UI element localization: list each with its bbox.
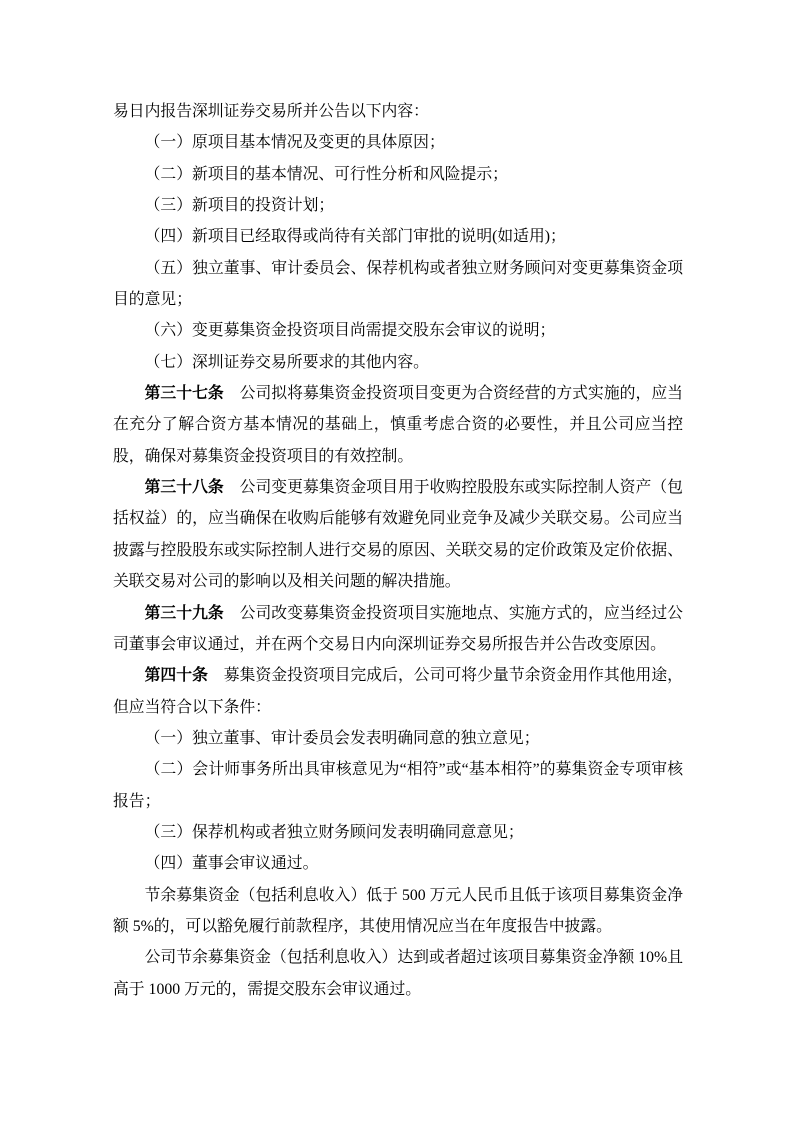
paragraph-text: 公司节余募集资金（包括利息收入）达到或者超过该项目募集资金净额 10%且高于 1000 万元的，需提交股东会审议通过。 [113, 949, 683, 998]
paragraph [113, 848, 683, 879]
paragraph [113, 253, 683, 316]
article-paragraph [113, 598, 683, 661]
paragraph [113, 347, 683, 378]
article-number: 第四十条 [144, 667, 208, 685]
paragraph-text: （二）会计师事务所出具审核意见为“相符”或“基本相符”的募集资金专项审核报告； [113, 761, 683, 810]
paragraph [113, 817, 683, 848]
article-paragraph [113, 378, 683, 472]
paragraph [113, 315, 683, 346]
paragraph-text: （四）董事会审议通过。 [144, 855, 319, 873]
paragraph-text: 节余募集资金（包括利息收入）低于 500 万元人民币且低于该项目募集资金净额 5%的，可以豁免履行前款程序，其使用情况应当在年度报告中披露。 [113, 886, 683, 935]
document-content [113, 96, 683, 1005]
article-number: 第三十九条 [144, 604, 224, 622]
paragraph-text: 公司改变募集资金投资项目实施地点、实施方式的，应当经过公司董事会审议通过，并在两个交易日内向深圳证券交易所报告并公告改变原因。 [113, 604, 683, 653]
paragraph-text: （三）保荐机构或者独立财务顾问发表明确同意意见； [144, 823, 524, 841]
article-number: 第三十七条 [144, 385, 224, 403]
paragraph [113, 221, 683, 252]
paragraph-text: （一）独立董事、审计委员会发表明确同意的独立意见； [144, 729, 540, 747]
paragraph [113, 159, 683, 190]
paragraph-text: 公司变更募集资金项目用于收购控股股东或实际控制人资产（包括权益）的，应当确保在收购后能够有效避免同业竞争及减少关联交易。公司应当披露与控股股东或实际控制人进行交易的原因、关联交易的定价政策及定价依据、关联交易对公司的影响以及相关问题的解决措施。 [113, 479, 683, 591]
paragraph-text: （六）变更募集资金投资项目尚需提交股东会审议的说明； [144, 322, 556, 340]
paragraph-text: 易日内报告深圳证券交易所并公告以下内容： [113, 103, 429, 120]
paragraph [113, 96, 683, 127]
article-paragraph [113, 472, 683, 597]
paragraph-text: （四）新项目已经取得或尚待有关部门审批的说明(如适用)； [144, 228, 566, 246]
article-number: 第三十八条 [144, 479, 224, 497]
paragraph [113, 942, 683, 1005]
article-paragraph [113, 660, 683, 723]
paragraph-text: （三）新项目的投资计划； [144, 197, 335, 215]
paragraph [113, 880, 683, 943]
paragraph [113, 127, 683, 158]
paragraph [113, 723, 683, 754]
paragraph [113, 190, 683, 221]
paragraph-text: （二）新项目的基本情况、可行性分析和风险提示； [144, 165, 508, 183]
paragraph-text: 募集资金投资项目完成后，公司可将少量节余资金用作其他用途，但应当符合以下条件： [113, 667, 683, 716]
paragraph-text: 公司拟将募集资金投资项目变更为合资经营的方式实施的，应当在充分了解合资方基本情况的基础上，慎重考虑合资的必要性，并且公司应当控股，确保对募集资金投资项目的有效控制。 [113, 385, 683, 465]
paragraph-text: （一）原项目基本情况及变更的具体原因； [144, 134, 445, 152]
paragraph [113, 754, 683, 817]
paragraph-text: （五）独立董事、审计委员会、保荐机构或者独立财务顾问对变更募集资金项目的意见； [113, 259, 683, 309]
paragraph-text: （七）深圳证券交易所要求的其他内容。 [144, 353, 429, 371]
